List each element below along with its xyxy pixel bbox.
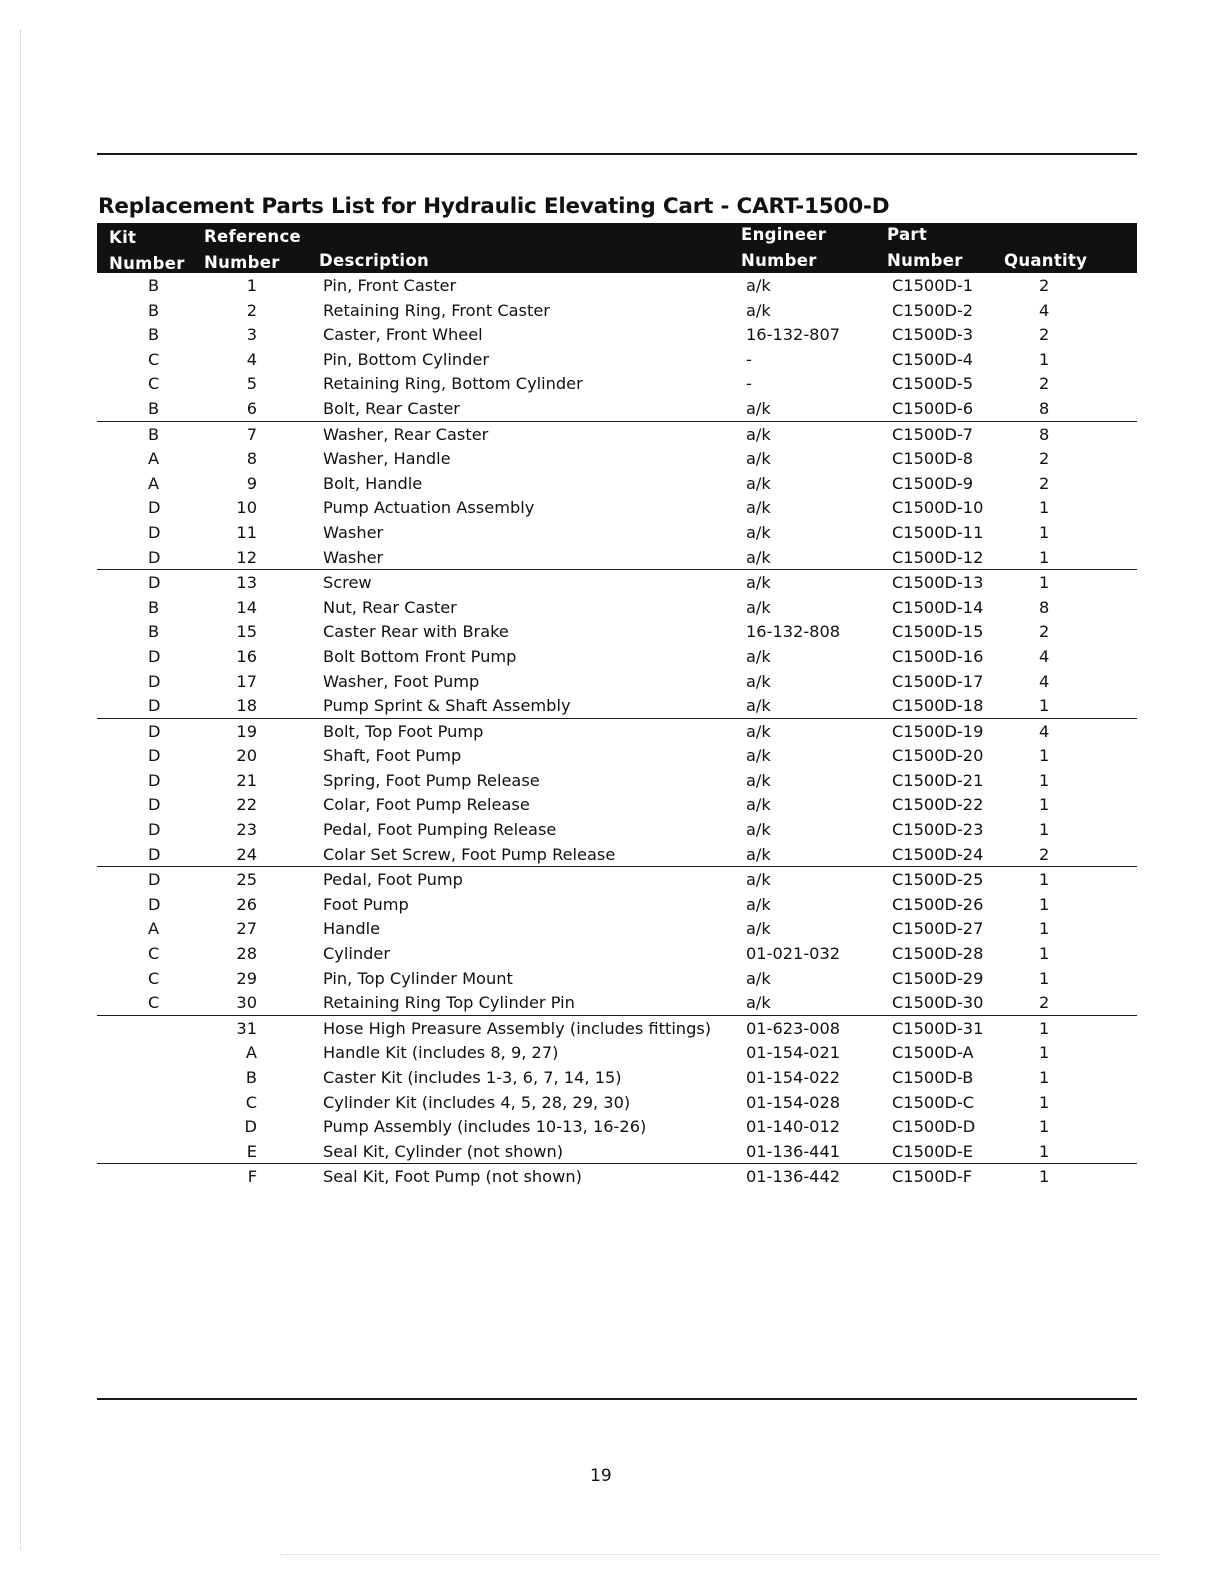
table-row	[97, 966, 1137, 991]
cell-part-number: C1500D-B	[892, 1068, 974, 1087]
cell-kit: B	[148, 325, 160, 345]
cell-engineer-number: a/k	[746, 993, 771, 1013]
table-row	[97, 1065, 1137, 1090]
cell-description: Bolt, Rear Caster	[323, 398, 460, 418]
table-row	[97, 396, 1137, 422]
cell-description: Spring, Foot Pump Release	[323, 770, 540, 790]
cell-engineer-number: a/k	[746, 498, 771, 518]
cell-quantity: 1	[1039, 746, 1050, 766]
cell-quantity: 1	[1039, 870, 1050, 890]
cell-part-number: C1500D-10	[892, 498, 984, 518]
cell-engineer-number: 01-021-032	[746, 944, 841, 964]
cell-ref: 27	[236, 919, 257, 939]
cell-engineer-number: 01-136-442	[746, 1167, 841, 1187]
cell-ref: 22	[236, 795, 257, 815]
cell-part-number: C1500D-2	[892, 300, 974, 320]
cell-quantity: 2	[1039, 449, 1050, 469]
cell-quantity: 1	[1039, 349, 1050, 369]
cell-engineer-number: 16-132-807	[746, 325, 841, 345]
table-row	[97, 644, 1137, 669]
cell-engineer-number: a/k	[746, 968, 771, 988]
header-kit-line2: Number	[109, 254, 185, 273]
header-eng-line1: Engineer	[741, 225, 827, 244]
cell-quantity: 8	[1039, 597, 1050, 617]
cell-kit: A	[148, 473, 160, 493]
cell-quantity: 8	[1039, 424, 1050, 444]
cell-quantity: 4	[1039, 721, 1050, 741]
cell-description: Bolt Bottom Front Pump	[323, 646, 517, 666]
cell-quantity: 1	[1039, 820, 1050, 840]
cell-description: Pedal, Foot Pumping Release	[323, 820, 557, 840]
cell-part-number: C1500D-12	[892, 547, 984, 567]
cell-kit: D	[148, 844, 161, 864]
table-row	[97, 1114, 1137, 1139]
cell-ref: 9	[246, 473, 257, 493]
table-header	[97, 223, 1137, 273]
cell-ref: 29	[236, 968, 257, 988]
cell-kit: B	[148, 597, 160, 617]
cell-engineer-number: a/k	[746, 276, 771, 295]
table-row	[97, 273, 1137, 298]
page-title: Replacement Parts List for Hydraulic Elevating Cart - CART-1500-D	[98, 194, 890, 219]
cell-description: Colar, Foot Pump Release	[323, 795, 530, 815]
cell-description: Bolt, Top Foot Pump	[323, 721, 484, 741]
cell-part-number: C1500D-16	[892, 646, 984, 666]
bottom-rule	[97, 1398, 1137, 1400]
cell-kit: D	[148, 870, 161, 890]
cell-quantity: 1	[1039, 547, 1050, 567]
cell-ref: 8	[246, 449, 257, 469]
header-kit-line1: Kit	[109, 228, 137, 247]
cell-kit: B	[148, 300, 160, 320]
cell-part-number: C1500D-4	[892, 349, 974, 369]
table-row	[97, 669, 1137, 694]
cell-kit: D	[148, 646, 161, 666]
cell-part-number: C1500D-11	[892, 522, 984, 542]
cell-ref: 24	[236, 844, 257, 864]
cell-kit: C	[148, 944, 160, 964]
cell-kit: C	[148, 374, 160, 394]
cell-part-number: C1500D-26	[892, 894, 984, 914]
cell-part-number: C1500D-31	[892, 1018, 984, 1038]
table-row	[97, 990, 1137, 1016]
table-row	[97, 1139, 1137, 1165]
cell-engineer-number: 01-136-441	[746, 1141, 841, 1161]
table-row	[97, 867, 1137, 892]
cell-ref: 23	[236, 820, 257, 840]
header-part-line2: Number	[887, 251, 963, 270]
cell-part-number: C1500D-17	[892, 671, 984, 691]
header-ref-line2: Number	[204, 253, 280, 272]
cell-description: Cylinder	[323, 944, 391, 964]
cell-ref: 1	[246, 276, 257, 295]
cell-description: Retaining Ring, Bottom Cylinder	[323, 374, 583, 394]
cell-description: Handle	[323, 919, 381, 939]
cell-quantity: 2	[1039, 276, 1050, 295]
cell-description: Washer, Rear Caster	[323, 424, 489, 444]
cell-ref: 25	[236, 870, 257, 890]
cell-engineer-number: 01-154-021	[746, 1043, 841, 1063]
cell-part-number: C1500D-14	[892, 597, 984, 617]
cell-description: Pump Sprint & Shaft Assembly	[323, 696, 571, 716]
cell-description: Caster Kit (includes 1-3, 6, 7, 14, 15)	[323, 1068, 622, 1087]
cell-quantity: 1	[1039, 1141, 1050, 1161]
cell-description: Screw	[323, 573, 372, 593]
cell-quantity: 2	[1039, 993, 1050, 1013]
cell-engineer-number: a/k	[746, 300, 771, 320]
cell-part-number: C1500D-9	[892, 473, 974, 493]
cell-engineer-number: a/k	[746, 646, 771, 666]
cell-ref: A	[245, 1043, 257, 1063]
cell-part-number: C1500D-28	[892, 944, 984, 964]
cell-quantity: 1	[1039, 770, 1050, 790]
table-row	[97, 842, 1137, 868]
cell-engineer-number: a/k	[746, 547, 771, 567]
cell-description: Washer, Foot Pump	[323, 671, 480, 691]
cell-part-number: C1500D-D	[892, 1117, 976, 1137]
cell-quantity: 4	[1039, 300, 1050, 320]
cell-description: Cylinder Kit (includes 4, 5, 28, 29, 30)	[323, 1092, 631, 1112]
table-row	[97, 792, 1137, 817]
cell-quantity: 2	[1039, 473, 1050, 493]
cell-engineer-number: 01-154-022	[746, 1068, 841, 1087]
cell-part-number: C1500D-21	[892, 770, 984, 790]
cell-part-number: C1500D-8	[892, 449, 974, 469]
cell-description: Nut, Rear Caster	[323, 597, 457, 617]
cell-ref: B	[245, 1068, 257, 1087]
cell-engineer-number: -	[746, 349, 752, 369]
cell-engineer-number: a/k	[746, 573, 771, 593]
cell-part-number: C1500D-15	[892, 622, 984, 642]
cell-kit: C	[148, 968, 160, 988]
cell-description: Seal Kit, Cylinder (not shown)	[323, 1141, 564, 1161]
table-row	[97, 495, 1137, 520]
cell-quantity: 1	[1039, 944, 1050, 964]
cell-description: Hose High Preasure Assembly (includes fittings)	[323, 1018, 712, 1038]
table-row	[97, 1164, 1137, 1189]
table-row	[97, 619, 1137, 644]
cell-kit: D	[148, 573, 161, 593]
cell-quantity: 1	[1039, 1068, 1050, 1087]
cell-ref: 12	[236, 547, 257, 567]
cell-part-number: C1500D-18	[892, 696, 984, 716]
cell-engineer-number: a/k	[746, 473, 771, 493]
cell-engineer-number: 01-623-008	[746, 1018, 841, 1038]
cell-quantity: 1	[1039, 1092, 1050, 1112]
cell-ref: 4	[246, 349, 257, 369]
cell-quantity: 8	[1039, 398, 1050, 418]
cell-kit: C	[148, 993, 160, 1013]
cell-ref: 14	[236, 597, 257, 617]
cell-description: Colar Set Screw, Foot Pump Release	[323, 844, 616, 864]
cell-ref: 2	[246, 300, 257, 320]
table-row	[97, 916, 1137, 941]
cell-part-number: C1500D-19	[892, 721, 984, 741]
cell-engineer-number: a/k	[746, 721, 771, 741]
cell-part-number: C1500D-29	[892, 968, 984, 988]
cell-ref: 21	[236, 770, 257, 790]
cell-part-number: C1500D-13	[892, 573, 984, 593]
cell-description: Pin, Bottom Cylinder	[323, 349, 490, 369]
cell-quantity: 1	[1039, 1018, 1050, 1038]
cell-description: Pump Assembly (includes 10-13, 16-26)	[323, 1117, 647, 1137]
cell-quantity: 4	[1039, 671, 1050, 691]
cell-description: Caster Rear with Brake	[323, 622, 509, 642]
cell-engineer-number: a/k	[746, 597, 771, 617]
cell-ref: 18	[236, 696, 257, 716]
cell-quantity: 2	[1039, 374, 1050, 394]
cell-ref: 17	[236, 671, 257, 691]
cell-ref: 28	[236, 944, 257, 964]
table-row	[97, 520, 1137, 545]
cell-kit: A	[148, 919, 160, 939]
cell-ref: D	[244, 1117, 257, 1137]
cell-engineer-number: a/k	[746, 894, 771, 914]
cell-kit: B	[148, 424, 160, 444]
cell-description: Washer, Handle	[323, 449, 451, 469]
cell-ref: 30	[236, 993, 257, 1013]
cell-part-number: C1500D-20	[892, 746, 984, 766]
cell-ref: 6	[246, 398, 257, 418]
cell-kit: D	[148, 696, 161, 716]
table-row	[97, 719, 1137, 744]
cell-part-number: C1500D-27	[892, 919, 984, 939]
cell-description: Pin, Top Cylinder Mount	[323, 968, 513, 988]
cell-kit: D	[148, 522, 161, 542]
cell-engineer-number: 16-132-808	[746, 622, 841, 642]
top-rule	[97, 153, 1137, 155]
cell-description: Retaining Ring Top Cylinder Pin	[323, 993, 575, 1013]
cell-engineer-number: a/k	[746, 770, 771, 790]
cell-ref: 11	[236, 522, 257, 542]
cell-description: Bolt, Handle	[323, 473, 423, 493]
table-row	[97, 892, 1137, 917]
header-description: Description	[319, 251, 430, 270]
cell-quantity: 2	[1039, 622, 1050, 642]
cell-ref: 26	[236, 894, 257, 914]
table-row	[97, 1090, 1137, 1115]
cell-part-number: C1500D-C	[892, 1092, 975, 1112]
cell-part-number: C1500D-3	[892, 325, 974, 345]
cell-ref: 7	[246, 424, 257, 444]
table-row	[97, 545, 1137, 571]
table-row	[97, 298, 1137, 323]
cell-engineer-number: a/k	[746, 449, 771, 469]
header-eng-line2: Number	[741, 251, 817, 270]
cell-kit: D	[148, 770, 161, 790]
cell-engineer-number: a/k	[746, 844, 771, 864]
cell-part-number: C1500D-22	[892, 795, 984, 815]
header-ref-line1: Reference	[204, 227, 302, 246]
cell-quantity: 1	[1039, 894, 1050, 914]
cell-part-number: C1500D-A	[892, 1043, 974, 1063]
cell-part-number: C1500D-30	[892, 993, 984, 1013]
scan-bottom-dots	[280, 1554, 1160, 1555]
cell-part-number: C1500D-6	[892, 398, 974, 418]
cell-engineer-number: a/k	[746, 919, 771, 939]
cell-description: Shaft, Foot Pump	[323, 746, 462, 766]
cell-quantity: 2	[1039, 325, 1050, 345]
cell-quantity: 1	[1039, 919, 1050, 939]
cell-engineer-number: a/k	[746, 820, 771, 840]
cell-quantity: 1	[1039, 573, 1050, 593]
cell-description: Pin, Front Caster	[323, 276, 457, 295]
cell-engineer-number: 01-154-028	[746, 1092, 841, 1112]
cell-quantity: 1	[1039, 1117, 1050, 1137]
cell-description: Pedal, Foot Pump	[323, 870, 463, 890]
cell-ref: 5	[246, 374, 257, 394]
cell-part-number: C1500D-25	[892, 870, 984, 890]
cell-part-number: C1500D-7	[892, 424, 974, 444]
cell-ref: 13	[236, 573, 257, 593]
cell-quantity: 1	[1039, 968, 1050, 988]
cell-engineer-number: a/k	[746, 671, 771, 691]
cell-kit: D	[148, 820, 161, 840]
cell-ref: 10	[236, 498, 257, 518]
table-row	[97, 595, 1137, 620]
cell-quantity: 4	[1039, 646, 1050, 666]
table-row	[97, 446, 1137, 471]
table-row	[97, 422, 1137, 447]
cell-part-number: C1500D-F	[892, 1167, 973, 1187]
cell-engineer-number: -	[746, 374, 752, 394]
cell-kit: D	[148, 498, 161, 518]
table-row	[97, 471, 1137, 496]
cell-kit: B	[148, 276, 160, 295]
cell-quantity: 1	[1039, 1167, 1050, 1187]
cell-part-number: C1500D-1	[892, 276, 974, 295]
cell-quantity: 2	[1039, 844, 1050, 864]
table-row	[97, 768, 1137, 793]
cell-engineer-number: 01-140-012	[746, 1117, 841, 1137]
cell-ref: F	[247, 1167, 257, 1187]
cell-quantity: 1	[1039, 498, 1050, 518]
table-row	[97, 570, 1137, 595]
cell-ref: 20	[236, 746, 257, 766]
table-row	[97, 743, 1137, 768]
table-body	[97, 273, 1137, 1189]
cell-quantity: 1	[1039, 696, 1050, 716]
cell-kit: A	[148, 449, 160, 469]
cell-quantity: 1	[1039, 522, 1050, 542]
cell-description: Caster, Front Wheel	[323, 325, 483, 345]
cell-part-number: C1500D-23	[892, 820, 984, 840]
cell-part-number: C1500D-5	[892, 374, 974, 394]
cell-engineer-number: a/k	[746, 696, 771, 716]
cell-ref: 19	[236, 721, 257, 741]
table-row	[97, 817, 1137, 842]
cell-ref: C	[245, 1092, 257, 1112]
cell-ref: E	[246, 1141, 257, 1161]
table-row	[97, 1040, 1137, 1065]
cell-part-number: C1500D-E	[892, 1141, 974, 1161]
cell-description: Retaining Ring, Front Caster	[323, 300, 550, 320]
cell-kit: B	[148, 398, 160, 418]
cell-kit: B	[148, 622, 160, 642]
cell-engineer-number: a/k	[746, 746, 771, 766]
table-row	[97, 371, 1137, 396]
cell-engineer-number: a/k	[746, 870, 771, 890]
table-row	[97, 1016, 1137, 1041]
cell-engineer-number: a/k	[746, 795, 771, 815]
cell-description: Washer	[323, 522, 384, 542]
cell-quantity: 1	[1039, 1043, 1050, 1063]
cell-ref: 31	[236, 1018, 257, 1038]
page-number: 19	[590, 1466, 612, 1486]
cell-description: Washer	[323, 547, 384, 567]
cell-ref: 16	[236, 646, 257, 666]
table-row	[97, 322, 1137, 347]
cell-kit: D	[148, 671, 161, 691]
cell-ref: 15	[236, 622, 257, 642]
cell-kit: D	[148, 746, 161, 766]
cell-kit: D	[148, 795, 161, 815]
cell-engineer-number: a/k	[746, 424, 771, 444]
cell-kit: D	[148, 894, 161, 914]
cell-ref: 3	[246, 325, 257, 345]
header-part-line1: Part	[887, 225, 928, 244]
cell-quantity: 1	[1039, 795, 1050, 815]
cell-engineer-number: a/k	[746, 398, 771, 418]
cell-description: Handle Kit (includes 8, 9, 27)	[323, 1043, 559, 1063]
cell-description: Seal Kit, Foot Pump (not shown)	[323, 1167, 582, 1187]
table-row	[97, 941, 1137, 966]
cell-description: Pump Actuation Assembly	[323, 498, 535, 518]
cell-description: Foot Pump	[323, 894, 409, 914]
scan-edge-dots	[20, 30, 22, 1550]
table-row	[97, 693, 1137, 719]
header-quantity: Quantity	[1004, 251, 1088, 270]
cell-kit: D	[148, 547, 161, 567]
cell-part-number: C1500D-24	[892, 844, 984, 864]
table-row	[97, 347, 1137, 372]
cell-kit: D	[148, 721, 161, 741]
cell-engineer-number: a/k	[746, 522, 771, 542]
cell-kit: C	[148, 349, 160, 369]
